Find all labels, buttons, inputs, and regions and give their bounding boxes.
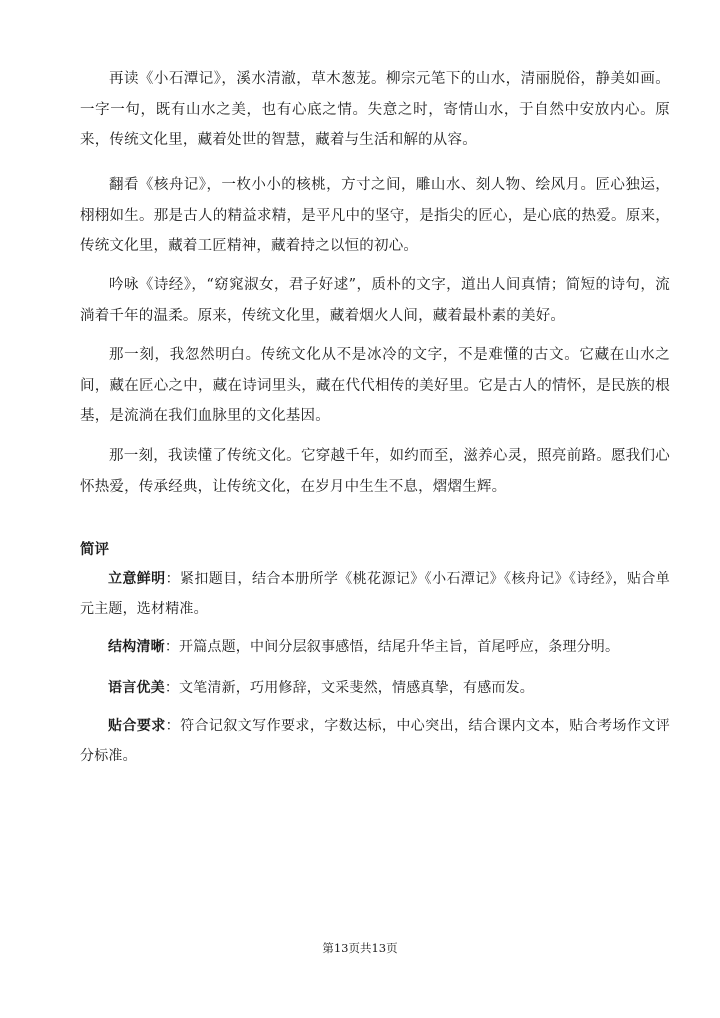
page-number: 第13页共13页 [322, 941, 398, 955]
review-label: 语言优美 [108, 680, 165, 696]
essay-paragraph-4: 那一刻，我忽然明白。传统文化从不是冰冷的文字，不是难懂的古文。它藏在山水之间，藏在匠心之中，藏在诗词里头，藏在代代相传的美好里。它是古人的情怀，是民族的根基，是流淌在我们血脉里的文化基因。 [80, 347, 670, 424]
review-text: ：文笔清新，巧用修辞，文采斐然，情感真挚，有感而发。 [164, 680, 535, 696]
essay-paragraph-1: 再读《小石潭记》，溪水清澈，草木葱茏。柳宗元笔下的山水，清丽脱俗，静美如画。一字一句，既有山水之美，也有心底之情。失意之时，寄情山水，于自然中安放内心。原来，传统文化里，藏着处世的智慧，藏着与生活和解的从容。 [80, 71, 670, 148]
review-text: ：紧扣题目，结合本册所学《桃花源记》《小石潭记》《核舟记》《诗经》，贴合单元主题，选材精准。 [80, 571, 670, 617]
review-item-language [80, 673, 670, 703]
review-text: ：开篇点题，中间分层叙事感悟，结尾升华主旨，首尾呼应，条理分明。 [164, 639, 620, 655]
essay-paragraph-3: 吟咏《诗经》，“窈窕淑女，君子好逑”，质朴的文字，道出人间真情；简短的诗句，流淌着千年的温柔。原来，传统文化里，藏着烟火人间，藏着最朴素的美好。 [80, 277, 670, 324]
essay-paragraph-5: 那一刻，我读懂了传统文化。它穿越千年，如约而至，滋养心灵，照亮前路。愿我们心怀热爱，传承经典，让传统文化，在岁月中生生不息，熠熠生辉。 [80, 448, 670, 495]
review-label: 贴合要求 [108, 718, 166, 734]
review-title: 简评 [80, 541, 109, 558]
review-text: ：符合记叙文写作要求，字数达标，中心突出，结合课内文本，贴合考场作文评分标准。 [80, 718, 670, 764]
review-item-requirements [80, 711, 670, 771]
review-item-structure [80, 632, 670, 662]
review-label: 结构清晰 [108, 639, 165, 655]
essay-paragraph-2: 翻看《核舟记》，一枚小小的核桃，方寸之间，雕山水、刻人物、绘风月。匠心独运，栩栩如生。那是古人的精益求精，是平凡中的坚守，是指尖的匠心，是心底的热爱。原来，传统文化里，藏着工匠精神，藏着持之以恒的初心。 [80, 177, 670, 254]
review-item-theme [80, 564, 670, 624]
review-label: 立意鲜明 [108, 571, 166, 587]
